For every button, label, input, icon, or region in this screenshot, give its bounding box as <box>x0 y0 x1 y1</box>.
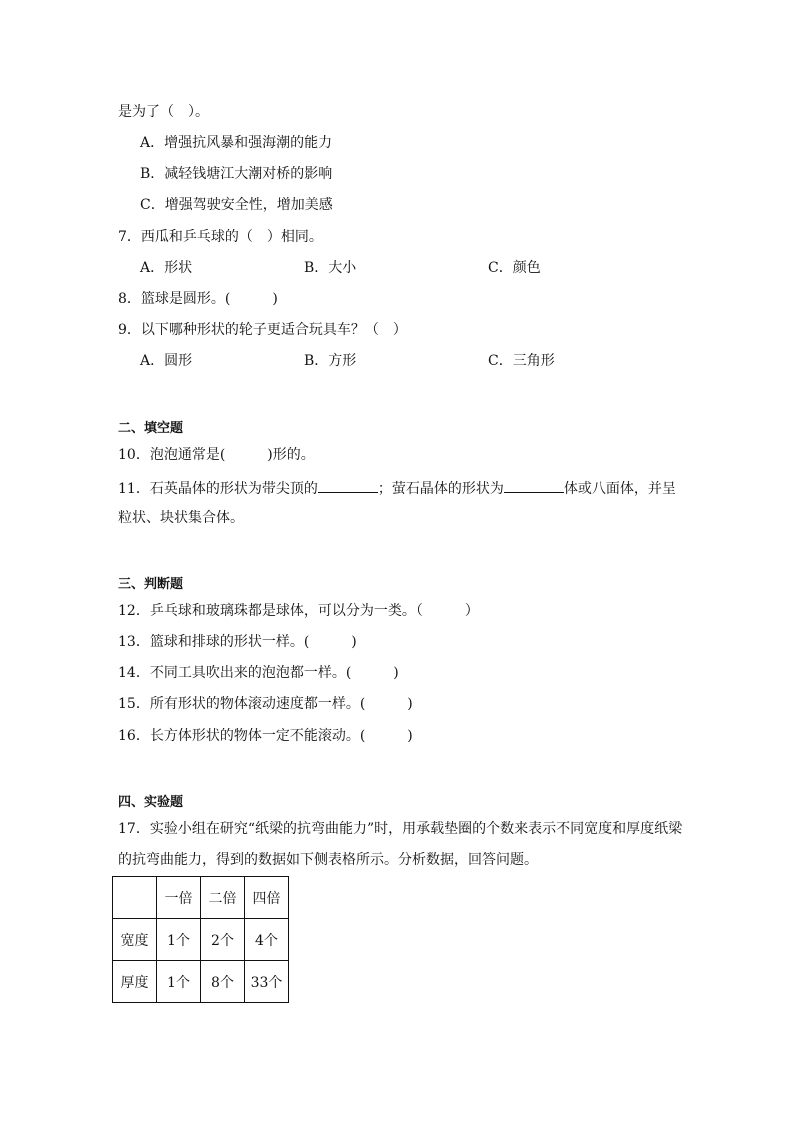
table-header-cell <box>113 877 157 919</box>
q7-option-c: C．颜色 <box>488 260 541 276</box>
q15-text: 15．所有形状的物体滚动速度都一样。( ) <box>118 696 413 712</box>
q11-part-3: 体或八面体，并呈 <box>563 481 676 497</box>
q6-continuation: 是为了（ ）。 <box>118 104 209 120</box>
section-title-judgment: 三、判断题 <box>118 577 184 592</box>
table-header-row <box>113 877 289 919</box>
q6-option-a: A．增强抗风暴和强海潮的能力 <box>140 135 333 151</box>
q10-text: 10．泡泡通常是( )形的。 <box>118 447 315 463</box>
q12-text: 12．乒乓球和玻璃珠都是球体，可以分为一类。（ ） <box>118 603 479 619</box>
table-header-cell: 四倍 <box>245 877 289 919</box>
table-cell: 1个 <box>157 919 201 961</box>
table-header-cell: 一倍 <box>157 877 201 919</box>
table-cell: 1个 <box>157 961 201 1003</box>
q7-text: 7．西瓜和乒乓球的（ ）相同。 <box>118 229 323 245</box>
table-cell: 33个 <box>245 961 289 1003</box>
table-row <box>113 961 289 1003</box>
q17-line-2: 的抗弯曲能力，得到的数据如下侧表格所示。分析数据，回答问题。 <box>118 852 538 868</box>
table-row <box>113 919 289 961</box>
section-title-experiment: 四、实验题 <box>118 795 184 810</box>
q7-option-b: B．大小 <box>304 260 357 276</box>
q14-text: 14．不同工具吹出来的泡泡都一样。( ) <box>118 665 399 681</box>
q11-part-2: ；萤石晶体的形状为 <box>377 481 504 497</box>
q9-option-b: B．方形 <box>304 353 357 369</box>
q9-text: 9．以下哪种形状的轮子更适合玩具车？（ ） <box>118 322 407 338</box>
q9-option-a: A．圆形 <box>140 353 193 369</box>
q8-text: 8．篮球是圆形。( ) <box>118 291 278 307</box>
table-cell: 8个 <box>201 961 245 1003</box>
q11-line-2: 粒状、块状集合体。 <box>118 510 244 526</box>
q6-option-b: B．减轻钱塘江大潮对桥的影响 <box>140 166 333 182</box>
section-title-fill-in: 二、填空题 <box>118 421 184 436</box>
data-table <box>112 876 289 1003</box>
q11-blank-2 <box>504 478 564 493</box>
q13-text: 13．篮球和排球的形状一样。( ) <box>118 634 357 650</box>
q11-part-1: 11．石英晶体的形状为带尖顶的 <box>118 481 318 497</box>
q11-blank-1 <box>318 478 378 493</box>
q16-text: 16．长方体形状的物体一定不能滚动。( ) <box>118 728 413 744</box>
q9-option-c: C．三角形 <box>488 353 555 369</box>
q6-option-c: C．增强驾驶安全性，增加美感 <box>140 197 333 213</box>
table-cell: 宽度 <box>113 919 157 961</box>
q7-option-a: A．形状 <box>140 260 193 276</box>
table-header-cell: 二倍 <box>201 877 245 919</box>
table-cell: 4个 <box>245 919 289 961</box>
q11-line-1 <box>118 478 676 498</box>
q17-line-1: 17．实验小组在研究“纸梁的抗弯曲能力”时，用承载垫圈的个数来表示不同宽度和厚度纸梁 <box>118 821 683 837</box>
table-cell: 厚度 <box>113 961 157 1003</box>
table-cell: 2个 <box>201 919 245 961</box>
